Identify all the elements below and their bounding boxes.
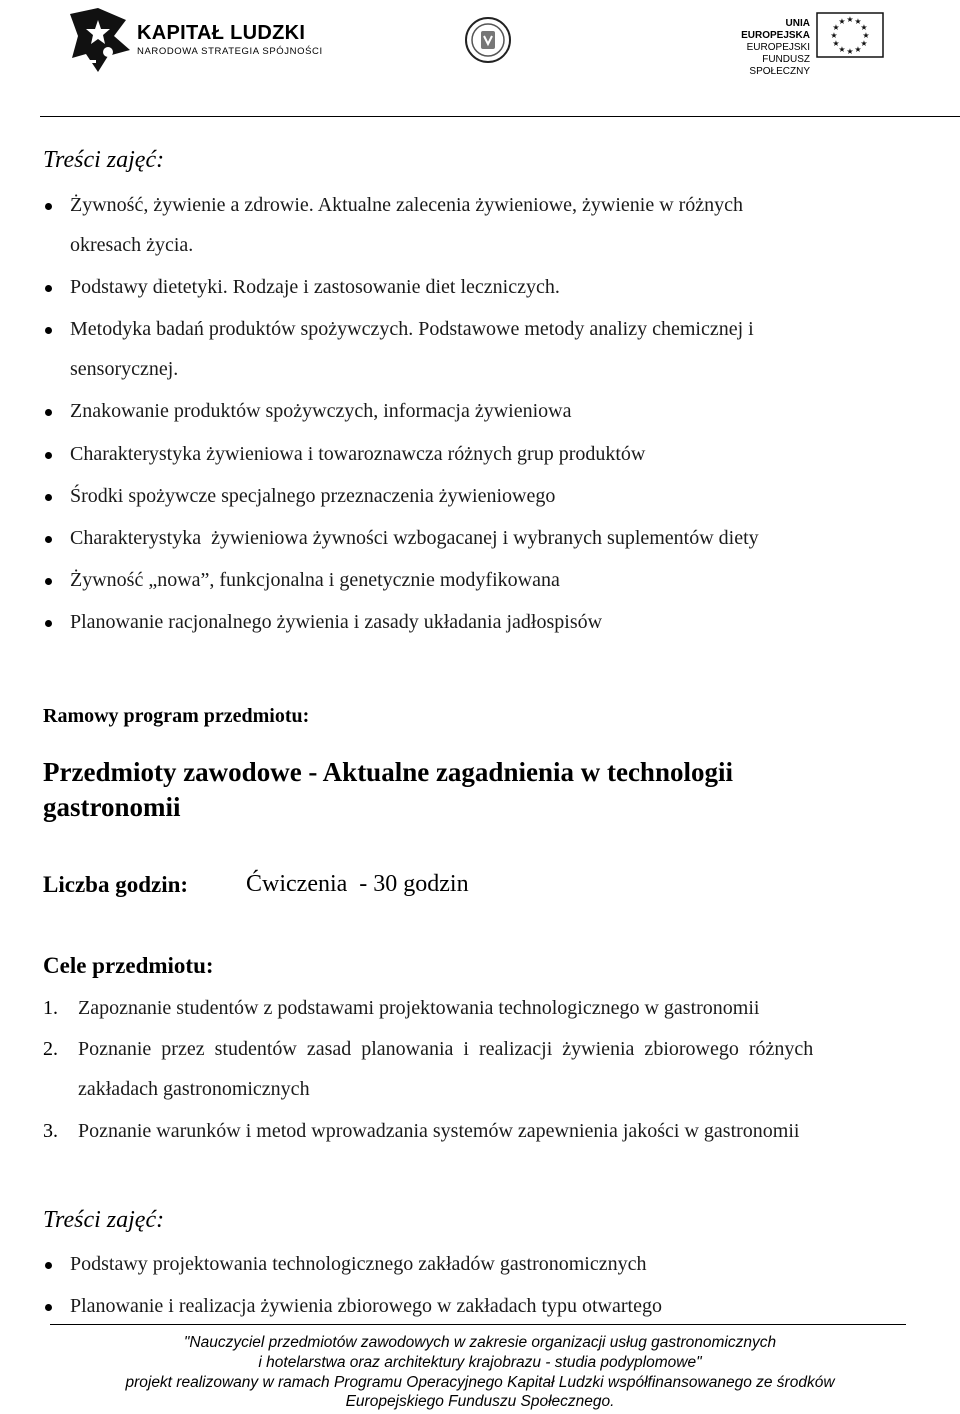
- svg-text:★: ★: [854, 45, 862, 54]
- svg-text:★: ★: [838, 45, 846, 54]
- bullet-icon: [45, 203, 52, 210]
- list-item-text: okresach życia.: [70, 234, 194, 256]
- section1-heading: Treści zajęć:: [43, 147, 165, 173]
- list-item-text: Poznanie warunków i metod wprowadzania systemów zapewnienia jakości w gastronomii: [78, 1120, 800, 1142]
- program-label: Ramowy program przedmiotu:: [43, 705, 310, 727]
- bullet-icon: [45, 578, 52, 585]
- footer-line2: i hotelarstwa oraz architektury krajobrazu - studia podyplomowe": [258, 1354, 702, 1371]
- list-item-text: Żywność „nowa”, funkcjonalna i genetycznie modyfikowana: [70, 569, 560, 591]
- svg-text:★: ★: [860, 23, 868, 32]
- bullet-icon: [45, 620, 52, 627]
- footer-line1: "Nauczyciel przedmiotów zawodowych w zakresie organizacji usług gastronomicznych: [183, 1334, 777, 1351]
- list-item-text: Żywność, żywienie a zdrowie. Aktualne zalecenia żywieniowe, żywienie w różnych: [70, 194, 744, 216]
- svg-text:★: ★: [860, 39, 868, 48]
- list-item-text: zakładach gastronomicznych: [78, 1078, 310, 1100]
- svg-text:★: ★: [846, 15, 854, 24]
- list-item-text: Podstawy dietetyki. Rodzaje i zastosowanie diet leczniczych.: [70, 276, 560, 298]
- footer-line4: Europejskiego Funduszu Społecznego.: [345, 1393, 615, 1410]
- section2-heading: Treści zajęć:: [43, 1207, 165, 1233]
- list-item-text: Zapoznanie studentów z podstawami projektowania technologicznego w gastronomii: [78, 997, 760, 1019]
- list-item-text: Charakterystyka żywieniowa żywności wzbogacanej i wybranych suplementów diety: [70, 527, 759, 549]
- svg-text:★: ★: [838, 17, 846, 26]
- program-title-line1: Przedmioty zawodowe - Aktualne zagadnienia w technologii: [43, 757, 733, 787]
- program-title-line2: gastronomii: [43, 792, 181, 822]
- list-item-text: Planowanie racjonalnego żywienia i zasady układania jadłospisów: [70, 611, 603, 633]
- kapital-ludzki-subtitle: NARODOWA STRATEGIA SPÓJNOŚCI: [137, 46, 323, 57]
- list-item-text: Planowanie i realizacja żywienia zbiorowego w zakładach typu otwartego: [70, 1295, 662, 1317]
- kapital-ludzki-title: KAPITAŁ LUDZKI: [137, 22, 306, 44]
- page-header: [0, 0, 960, 118]
- bullet-icon: [45, 452, 52, 459]
- eu-flag-icon: [816, 12, 884, 58]
- svg-text:★: ★: [862, 31, 870, 40]
- bullet-icon: [45, 409, 52, 416]
- list-item-text: Podstawy projektowania technologicznego zakładów gastronomicznych: [70, 1253, 647, 1275]
- ue-logo-line1: UNIA EUROPEJSKA: [741, 18, 810, 41]
- footer-divider: [50, 1324, 906, 1325]
- bullet-icon: [45, 1262, 52, 1269]
- hours-label: Liczba godzin:: [43, 872, 189, 897]
- ue-logo-line3: FUNDUSZ SPOŁECZNY: [749, 54, 810, 77]
- hours-value: Ćwiczenia - 30 godzin: [246, 871, 469, 897]
- university-seal-icon: [464, 16, 512, 64]
- ue-logo-line2: EUROPEJSKI: [746, 42, 810, 53]
- footer-line3: projekt realizowany w ramach Programu Operacyjnego Kapitał Ludzki współfinansowanego ze środków: [125, 1374, 835, 1391]
- list-item-text: Poznanie przez studentów zasad planowania i realizacji żywienia zbiorowego różnych: [78, 1038, 814, 1060]
- list-item-number: 1.: [43, 997, 58, 1019]
- svg-text:★: ★: [854, 17, 862, 26]
- list-item-text: sensorycznej.: [70, 358, 179, 380]
- program-title: [43, 755, 923, 825]
- ue-logo-text: [718, 18, 810, 78]
- svg-text:★: ★: [846, 47, 854, 56]
- svg-text:★: ★: [832, 23, 840, 32]
- list-item-text: Środki spożywcze specjalnego przeznaczenia żywieniowego: [70, 485, 556, 507]
- bullet-icon: [45, 327, 52, 334]
- header-divider: [40, 116, 960, 117]
- bullet-icon: [45, 285, 52, 292]
- svg-text:★: ★: [830, 31, 838, 40]
- goals-heading: Cele przedmiotu:: [43, 953, 214, 978]
- list-item-text: Znakowanie produktów spożywczych, informacja żywieniowa: [70, 400, 572, 422]
- bullet-icon: [45, 1304, 52, 1311]
- list-item-number: 2.: [43, 1038, 58, 1060]
- bullet-icon: [45, 494, 52, 501]
- list-item-text: Metodyka badań produktów spożywczych. Podstawowe metody analizy chemicznej i: [70, 318, 754, 340]
- svg-text:★: ★: [832, 39, 840, 48]
- list-item-text: Charakterystyka żywieniowa i towaroznawcza różnych grup produktów: [70, 443, 646, 465]
- list-item-number: 3.: [43, 1120, 58, 1142]
- bullet-icon: [45, 536, 52, 543]
